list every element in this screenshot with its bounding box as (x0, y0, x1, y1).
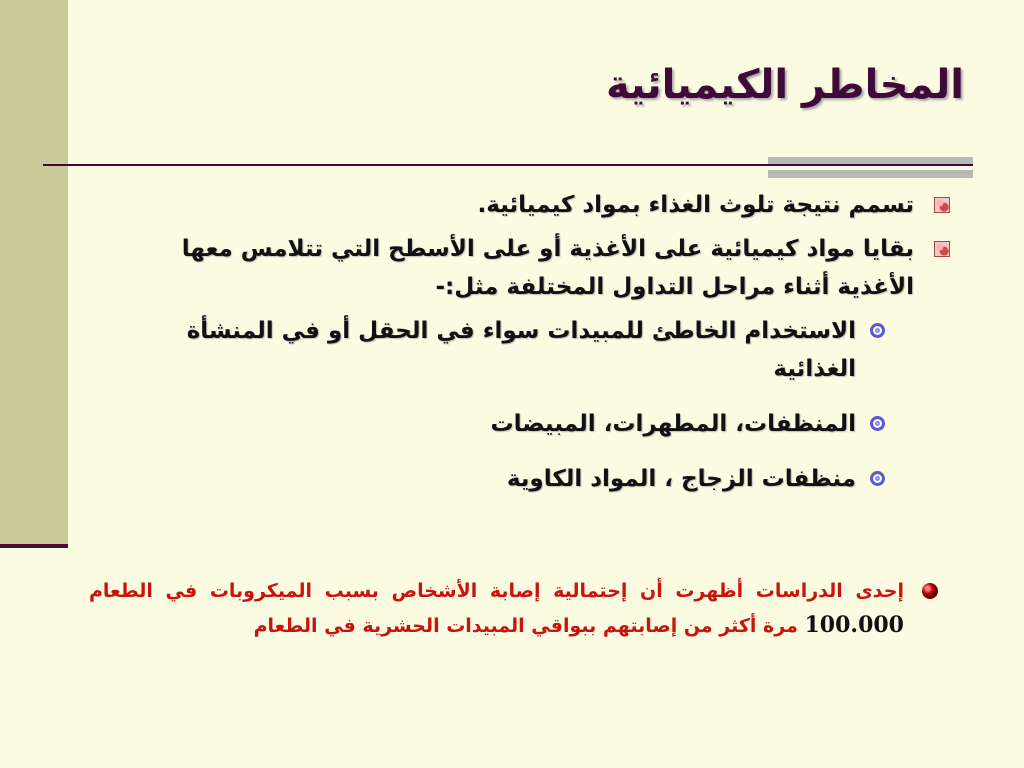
red-dot-icon (922, 583, 938, 599)
slide-title: المخاطر الكيميائية (606, 62, 964, 108)
bullet-item (122, 186, 942, 224)
note-number: 100.000 (804, 612, 904, 638)
sub-list (122, 312, 942, 498)
study-note (89, 574, 932, 643)
sub-item-text: منظفات الزجاج ، المواد الكاوية (506, 466, 856, 492)
sub-item-text: المنظفات، المطهرات، المبيضات (490, 411, 856, 437)
title-accent-bar (768, 157, 973, 164)
bullet-item (122, 230, 942, 306)
bullet-text: بقايا مواد كيميائية على الأغذية أو على الأسطح التي تتلامس معها الأغذية أثناء مراحل التداول المختلفة مثل:- (181, 236, 914, 300)
spiral-icon (870, 416, 885, 431)
title-underline (43, 164, 973, 166)
sub-item (122, 405, 882, 443)
spiral-icon (870, 323, 885, 338)
side-band-divider (0, 544, 68, 548)
flower-square-icon (934, 197, 950, 213)
content-area (122, 186, 942, 515)
title-accent-bar-lower (768, 170, 973, 178)
sub-item (122, 460, 882, 498)
note-text-line1: إحدى الدراسات أظهرت أن إحتمالية إصابة الأشخاص بسبب الميكروبات في الطعام (89, 580, 904, 602)
flower-square-icon (934, 241, 950, 257)
bullet-text: تسمم نتيجة تلوث الغذاء بمواد كيميائية. (477, 192, 914, 218)
note-text-line2: مرة أكثر من إصابتهم ببواقي المبيدات الحشرية في الطعام (253, 615, 798, 637)
spiral-icon (870, 471, 885, 486)
sub-item (122, 312, 882, 388)
sub-item-text: الاستخدام الخاطئ للمبيدات سواء في الحقل أو في المنشأة الغذائية (186, 318, 856, 382)
side-band (0, 0, 68, 546)
